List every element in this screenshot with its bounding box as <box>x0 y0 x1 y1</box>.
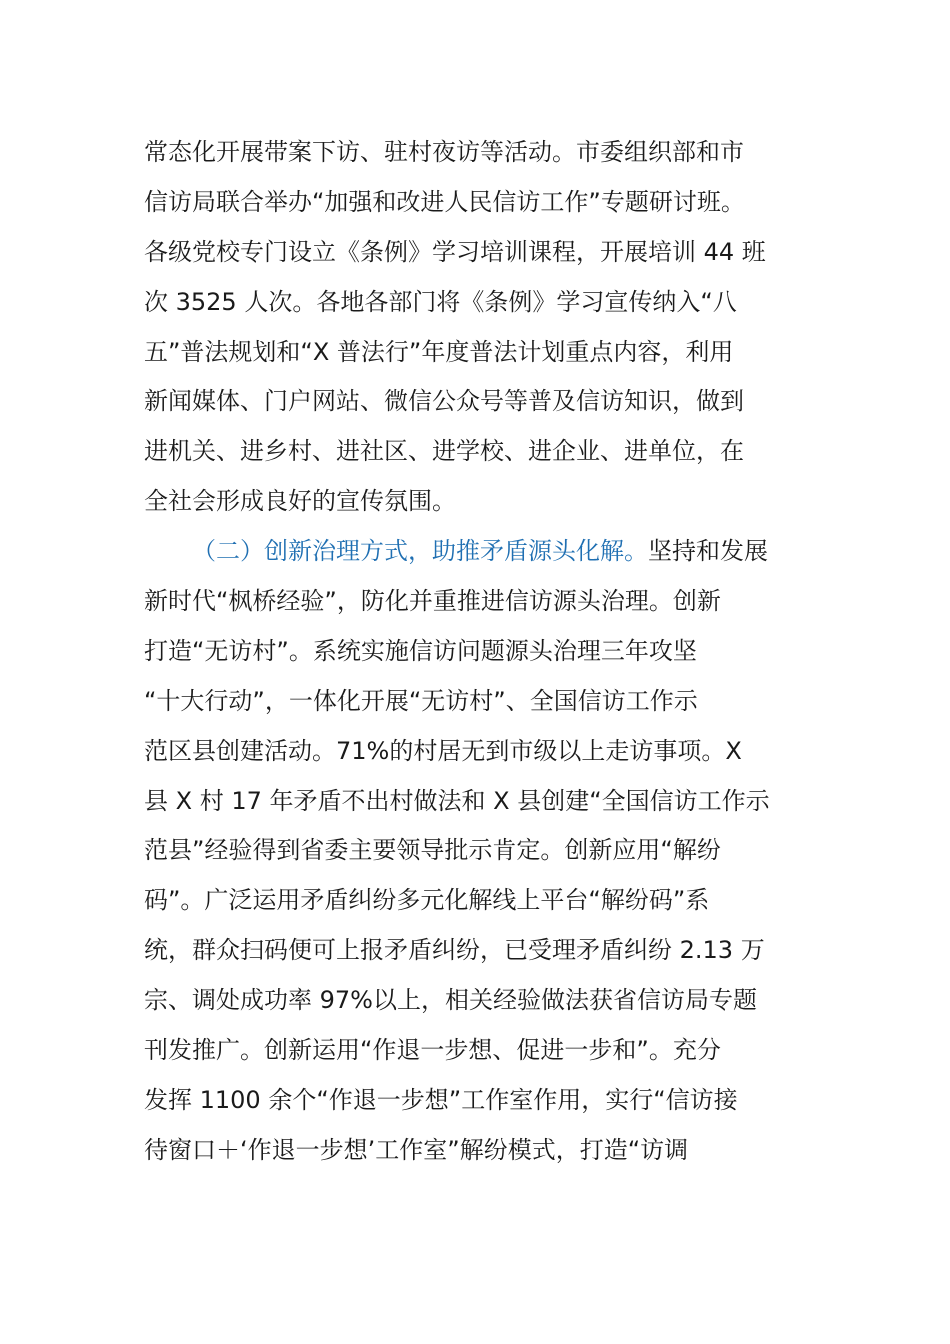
paragraph-first-line <box>144 527 816 577</box>
text-line: 五”普法规划和“X 普法行”年度普法计划重点内容，利用 <box>144 337 734 366</box>
text-line: 全社会形成良好的宣传氛围。 <box>144 487 456 516</box>
text-line: 次 3525 人次。各地各部门将《条例》学习宣传纳入“八 <box>144 287 737 316</box>
section-heading: （二）创新治理方式，助推矛盾源头化解。 <box>192 537 648 566</box>
text-line: 打造“无访村”。系统实施信访问题源头治理三年攻坚 <box>144 636 697 665</box>
text-line: 县 X 村 17 年矛盾不出村做法和 X 县创建“全国信访工作示 <box>144 786 770 815</box>
text-line: 码”。广泛运用矛盾纠纷多元化解线上平台“解纷码”系 <box>144 886 710 915</box>
text-line: 各级党校专门设立《条例》学习培训课程，开展培训 44 班 <box>144 237 766 266</box>
text-line: “十大行动”，一体化开展“无访村”、全国信访工作示 <box>144 686 698 715</box>
text-line: 信访局联合举办“加强和改进人民信访工作”专题研讨班。 <box>144 187 745 216</box>
text-line: 待窗口＋‘作退一步想’工作室”解纷模式，打造“访调 <box>144 1135 689 1164</box>
text-line-rest: 坚持和发展 <box>648 537 768 566</box>
text-line: 刊发推广。创新运用“作退一步想、促进一步和”。充分 <box>144 1036 721 1065</box>
text-line: 范县”经验得到省委主要领导批示肯定。创新应用“解纷 <box>144 836 721 865</box>
text-line: 新闻媒体、门户网站、微信公众号等普及信访知识，做到 <box>144 387 744 416</box>
document-body <box>144 128 816 1176</box>
text-line: 统，群众扫码便可上报矛盾纠纷，已受理矛盾纠纷 2.13 万 <box>144 936 765 965</box>
text-line: 宗、调处成功率 97%以上，相关经验做法获省信访局专题 <box>144 986 757 1015</box>
text-line: 新时代“枫桥经验”，防化并重推进信访源头治理。创新 <box>144 587 721 616</box>
text-line: 范区县创建活动。71%的村居无到市级以上走访事项。X <box>144 736 742 765</box>
text-line: 常态化开展带案下访、驻村夜访等活动。市委组织部和市 <box>144 138 744 166</box>
text-line: 发挥 1100 余个“作退一步想”工作室作用，实行“信访接 <box>144 1085 738 1114</box>
text-line: 进机关、进乡村、进社区、进学校、进企业、进单位，在 <box>144 437 744 466</box>
